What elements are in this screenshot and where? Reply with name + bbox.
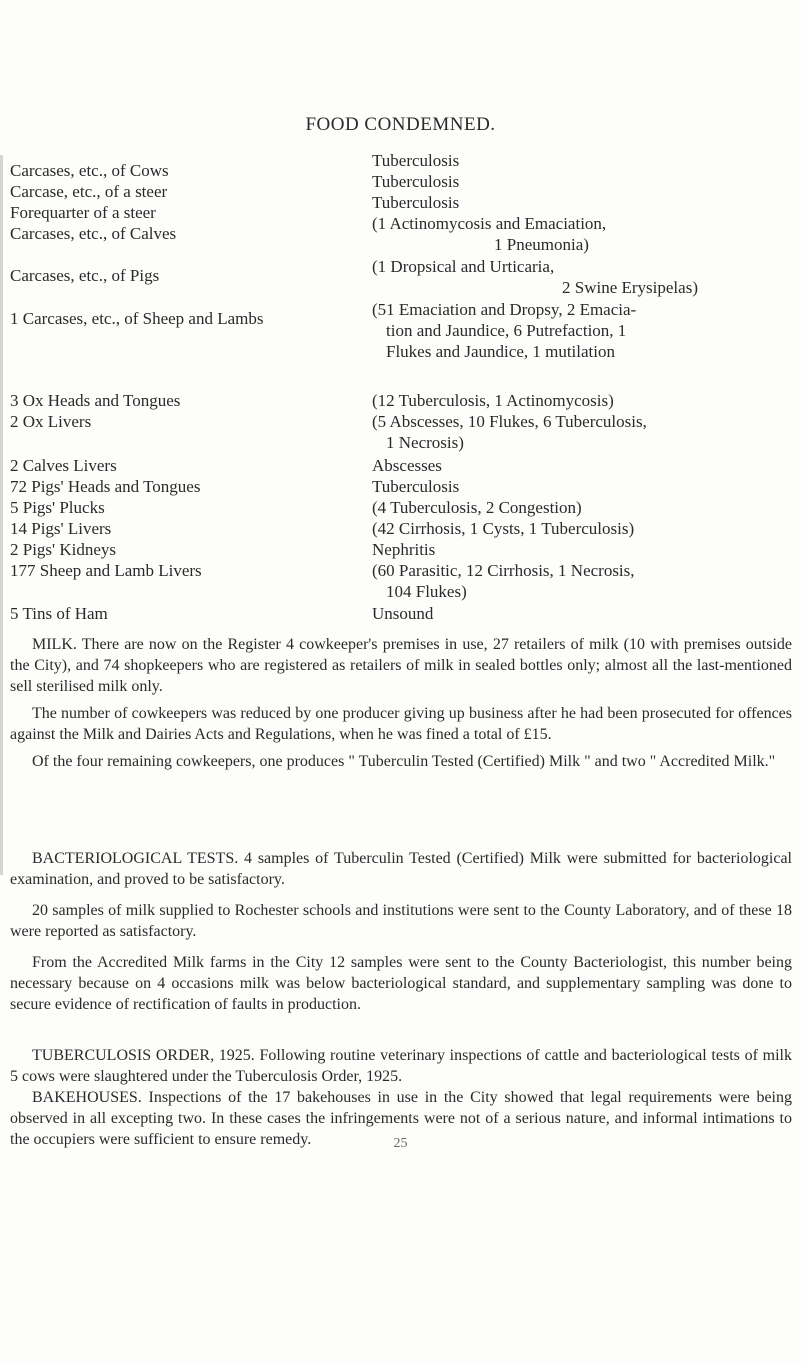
reason-text: (5 Abscesses, 10 Flukes, 6 Tuberculosis,	[372, 412, 647, 431]
paragraph-tuberculosis-order: TUBERCULOSIS ORDER, 1925. Following routine veterinary inspections of cattle and bacteriological tests of milk 5 cows were slaughtered under the Tuberculosis Order, 1925.	[10, 1047, 792, 1085]
tuberculosis-order-section	[10, 1045, 792, 1150]
reason-text: Unsound	[372, 604, 434, 623]
paragraph-cowkeepers: The number of cowkeepers was reduced by one producer giving up business after he had been prosecuted for offences against the Milk and Dairies Acts and Regulations, when he was fined a total of £15.	[10, 705, 792, 743]
paragraph-school-samples: 20 samples of milk supplied to Rochester schools and institutions were sent to the County Laboratory, and of these 18 were reported as satisfactory.	[10, 902, 792, 940]
paragraph-accredited-farms: From the Accredited Milk farms in the City 12 samples were sent to the County Bacteriologist, this number being necessary because on 4 occasions milk was below bacteriological standard, and supplementary sampling was done to secure evidence of rectification of faults in production.	[10, 954, 792, 1013]
reason-text: tion and Jaundice, 6 Putrefaction, 1	[386, 321, 627, 340]
reason-text: (1 Dropsical and Urticaria,	[372, 257, 555, 276]
item-label: Forequarter of a steer	[10, 203, 156, 222]
reason-text: 1 Pneumonia)	[494, 235, 589, 254]
item-label: 177 Sheep and Lamb Livers	[10, 561, 202, 580]
item-label: Carcases, etc., of Cows	[10, 161, 169, 180]
reason-text: 2 Swine Erysipelas)	[562, 278, 698, 297]
paragraph-bacteriological-tests: BACTERIOLOGICAL TESTS. 4 samples of Tuberculin Tested (Certified) Milk were submitted for bacteriological examination, and proved to be satisfactory.	[10, 850, 792, 888]
item-label: 2 Ox Livers	[10, 412, 92, 431]
reason-text: Nephritis	[372, 540, 436, 559]
bacteriological-section	[10, 848, 792, 1015]
reason-text: 104 Flukes)	[386, 582, 467, 601]
reason-text: Abscesses	[372, 456, 442, 475]
reason-text: (60 Parasitic, 12 Cirrhosis, 1 Necrosis,	[372, 561, 635, 580]
reason-text: (1 Actinomycosis and Emaciation,	[372, 214, 607, 233]
item-label: 1 Carcases, etc., of Sheep and Lambs	[10, 309, 264, 328]
page-number: 25	[393, 1136, 408, 1151]
reason-text: Tuberculosis	[372, 151, 460, 170]
reason-text: (42 Cirrhosis, 1 Cysts, 1 Tuberculosis)	[372, 519, 635, 538]
reason-text: Tuberculosis	[372, 193, 460, 212]
item-label: 2 Pigs' Kidneys	[10, 540, 117, 559]
reason-text: Tuberculosis	[372, 172, 460, 191]
item-label: 5 Pigs' Plucks	[10, 498, 105, 517]
reason-text: (51 Emaciation and Dropsy, 2 Emacia-	[372, 300, 637, 319]
reason-text: 1 Necrosis)	[386, 433, 464, 452]
paragraph-bakehouses: BAKEHOUSES. Inspections of the 17 bakehouses in use in the City showed that legal requirements were being observed in all excepting two. In these cases the infringements were not of a serious nature, and informal intimations to the occupiers were sufficient to ensure remedy.	[10, 1089, 792, 1148]
paragraph-remaining-cowkeepers: Of the four remaining cowkeepers, one produces " Tuberculin Tested (Certified) Milk " and two " Accredited Milk."	[32, 753, 776, 770]
reason-text: (12 Tuberculosis, 1 Actinomycosis)	[372, 391, 614, 410]
paragraph-milk: MILK. There are now on the Register 4 cowkeeper's premises in use, 27 retailers of milk (10 with premises outside the City), and 74 shopkeepers who are registered as retailers of milk in sealed bottles only; almost all the last-mentioned sell sterilised milk only.	[10, 636, 792, 695]
milk-section	[10, 634, 792, 772]
scan-edge-shadow	[0, 155, 3, 875]
reason-text: Flukes and Jaundice, 1 mutilation	[386, 342, 615, 361]
item-label: Carcases, etc., of Pigs	[10, 266, 160, 285]
item-label: 3 Ox Heads and Tongues	[10, 391, 181, 410]
item-label: Carcases, etc., of Calves	[10, 224, 177, 243]
item-label: 72 Pigs' Heads and Tongues	[10, 477, 201, 496]
reason-text: (4 Tuberculosis, 2 Congestion)	[372, 498, 582, 517]
item-label: 2 Calves Livers	[10, 456, 117, 475]
page-title: FOOD CONDEMNED.	[305, 114, 496, 135]
item-label: 14 Pigs' Livers	[10, 519, 112, 538]
reason-text: Tuberculosis	[372, 477, 460, 496]
item-label: 5 Tins of Ham	[10, 604, 108, 623]
item-label: Carcase, etc., of a steer	[10, 182, 168, 201]
